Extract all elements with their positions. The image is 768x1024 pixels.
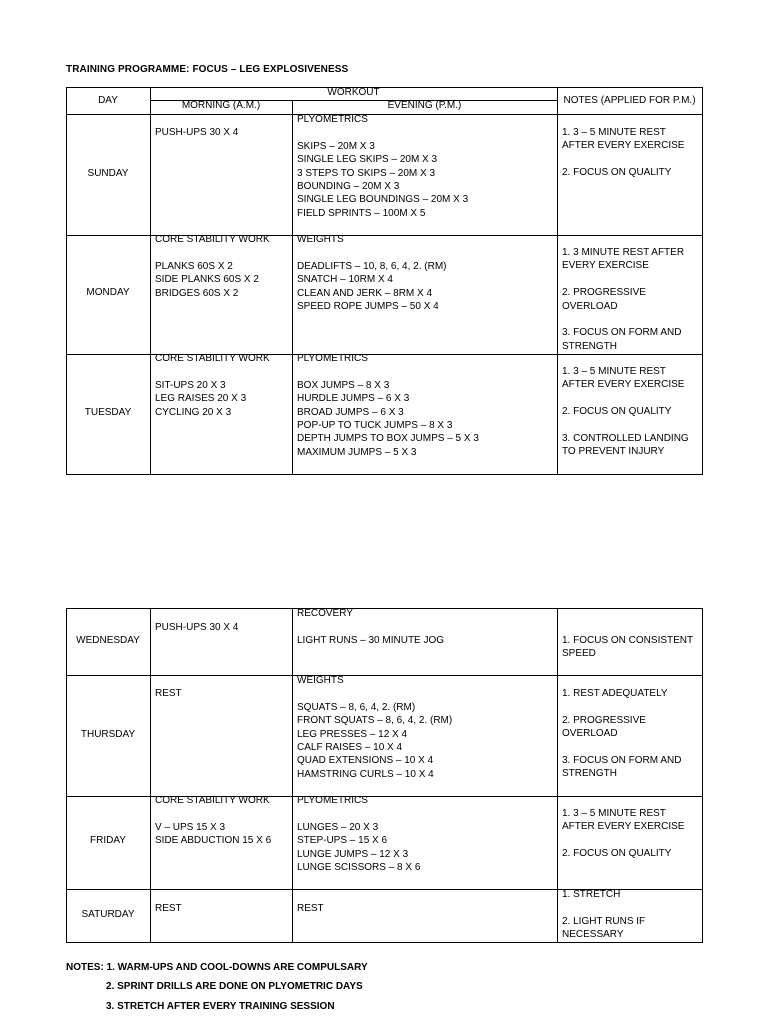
header-day: DAY: [98, 95, 118, 106]
evening-cell-thursday: WEIGHTS SQUATS – 8, 6, 4, 2. (RM) FRONT SQUATS – 8, 6, 4, 2. (RM) LEG PRESSES – 12 X 4 CALF RAISES – 10 X 4 QUAD EXTENSIONS – 10 X 4 HAMSTRING CURLS – 10 X 4: [297, 675, 453, 780]
day-cell-monday: MONDAY: [86, 287, 130, 298]
notes-cell-wednesday: 1. FOCUS ON CONSISTENT SPEED: [562, 635, 694, 660]
morning-cell-monday: CORE STABILITY WORK PLANKS 60S X 2 SIDE PLANKS 60S X 2 BRIDGES 60S X 2: [155, 234, 270, 299]
morning-cell-friday: CORE STABILITY WORK V – UPS 15 X 3 SIDE ABDUCTION 15 X 6: [155, 795, 272, 847]
day-cell-thursday: THURSDAY: [80, 729, 136, 740]
notes-cell-saturday: 1. STRETCH 2. LIGHT RUNS IF NECESSARY: [562, 889, 646, 941]
morning-cell-thursday: REST: [155, 688, 182, 699]
evening-cell-sunday: PLYOMETRICS SKIPS – 20M X 3 SINGLE LEG SKIPS – 20M X 3 3 STEPS TO SKIPS – 20M X 3 BOUNDING – 20M X 3 SINGLE LEG BOUNDINGS – 20M X 3 FIELD SPRINTS – 100M X 5: [297, 114, 469, 219]
morning-cell-tuesday: CORE STABILITY WORK SIT-UPS 20 X 3 LEG RAISES 20 X 3 CYCLING 20 X 3: [155, 353, 270, 418]
notes-cell-sunday: 1. 3 – 5 MINUTE REST AFTER EVERY EXERCISE 2. FOCUS ON QUALITY: [562, 127, 685, 179]
evening-cell-tuesday: PLYOMETRICS BOX JUMPS – 8 X 3 HURDLE JUMPS – 6 X 3 BROAD JUMPS – 6 X 3 POP-UP TO TUCK JUMPS – 8 X 3 DEPTH JUMPS TO BOX JUMPS – 5 X 3 MAXIMUM JUMPS – 5 X 3: [297, 353, 479, 458]
evening-cell-monday: WEIGHTS DEADLIFTS – 10, 8, 6, 4, 2. (RM) SNATCH – 10RM X 4 CLEAN AND JERK – 8RM X 4 SPEED ROPE JUMPS – 50 X 4: [297, 234, 447, 313]
day-cell-wednesday: WEDNESDAY: [76, 635, 140, 646]
footnote-1: NOTES: 1. WARM-UPS AND COOL-DOWNS ARE COMPULSARY: [66, 962, 368, 973]
day-cell-saturday: SATURDAY: [81, 909, 135, 920]
footnote-3: 3. STRETCH AFTER EVERY TRAINING SESSION: [106, 1001, 335, 1012]
header-evening: EVENING (P.M.): [387, 100, 462, 111]
evening-cell-wednesday: RECOVERY LIGHT RUNS – 30 MINUTE JOG: [297, 608, 445, 646]
notes-cell-thursday: 1. REST ADEQUATELY 2. PROGRESSIVE OVERLOAD 3. FOCUS ON FORM AND STRENGTH: [562, 688, 682, 780]
morning-cell-sunday: PUSH-UPS 30 X 4: [155, 127, 239, 138]
day-cell-sunday: SUNDAY: [87, 168, 129, 179]
morning-cell-wednesday: PUSH-UPS 30 X 4: [155, 622, 239, 633]
day-cell-friday: FRIDAY: [90, 835, 126, 846]
notes-cell-monday: 1. 3 MINUTE REST AFTER EVERY EXERCISE 2. PROGRESSIVE OVERLOAD 3. FOCUS ON FORM AND STRENGTH: [562, 247, 685, 352]
header-morning: MORNING (A.M.): [181, 100, 261, 111]
document-title: TRAINING PROGRAMME: FOCUS – LEG EXPLOSIVENESS: [66, 64, 349, 75]
evening-cell-friday: PLYOMETRICS LUNGES – 20 X 3 STEP-UPS – 15 X 6 LUNGE JUMPS – 12 X 3 LUNGE SCISSORS – 8 X 6: [297, 795, 421, 874]
header-workout: WORKOUT: [327, 87, 380, 98]
day-cell-tuesday: TUESDAY: [84, 407, 132, 418]
notes-cell-tuesday: 1. 3 – 5 MINUTE REST AFTER EVERY EXERCISE 2. FOCUS ON QUALITY 3. CONTROLLED LANDING TO PREVENT INJURY: [562, 366, 689, 458]
morning-cell-saturday: REST: [155, 903, 182, 914]
header-notes: NOTES (APPLIED FOR P.M.): [563, 95, 696, 106]
footnote-2: 2. SPRINT DRILLS ARE DONE ON PLYOMETRIC DAYS: [106, 981, 363, 992]
notes-cell-friday: 1. 3 – 5 MINUTE REST AFTER EVERY EXERCISE 2. FOCUS ON QUALITY: [562, 808, 685, 860]
evening-cell-saturday: REST: [297, 903, 324, 914]
